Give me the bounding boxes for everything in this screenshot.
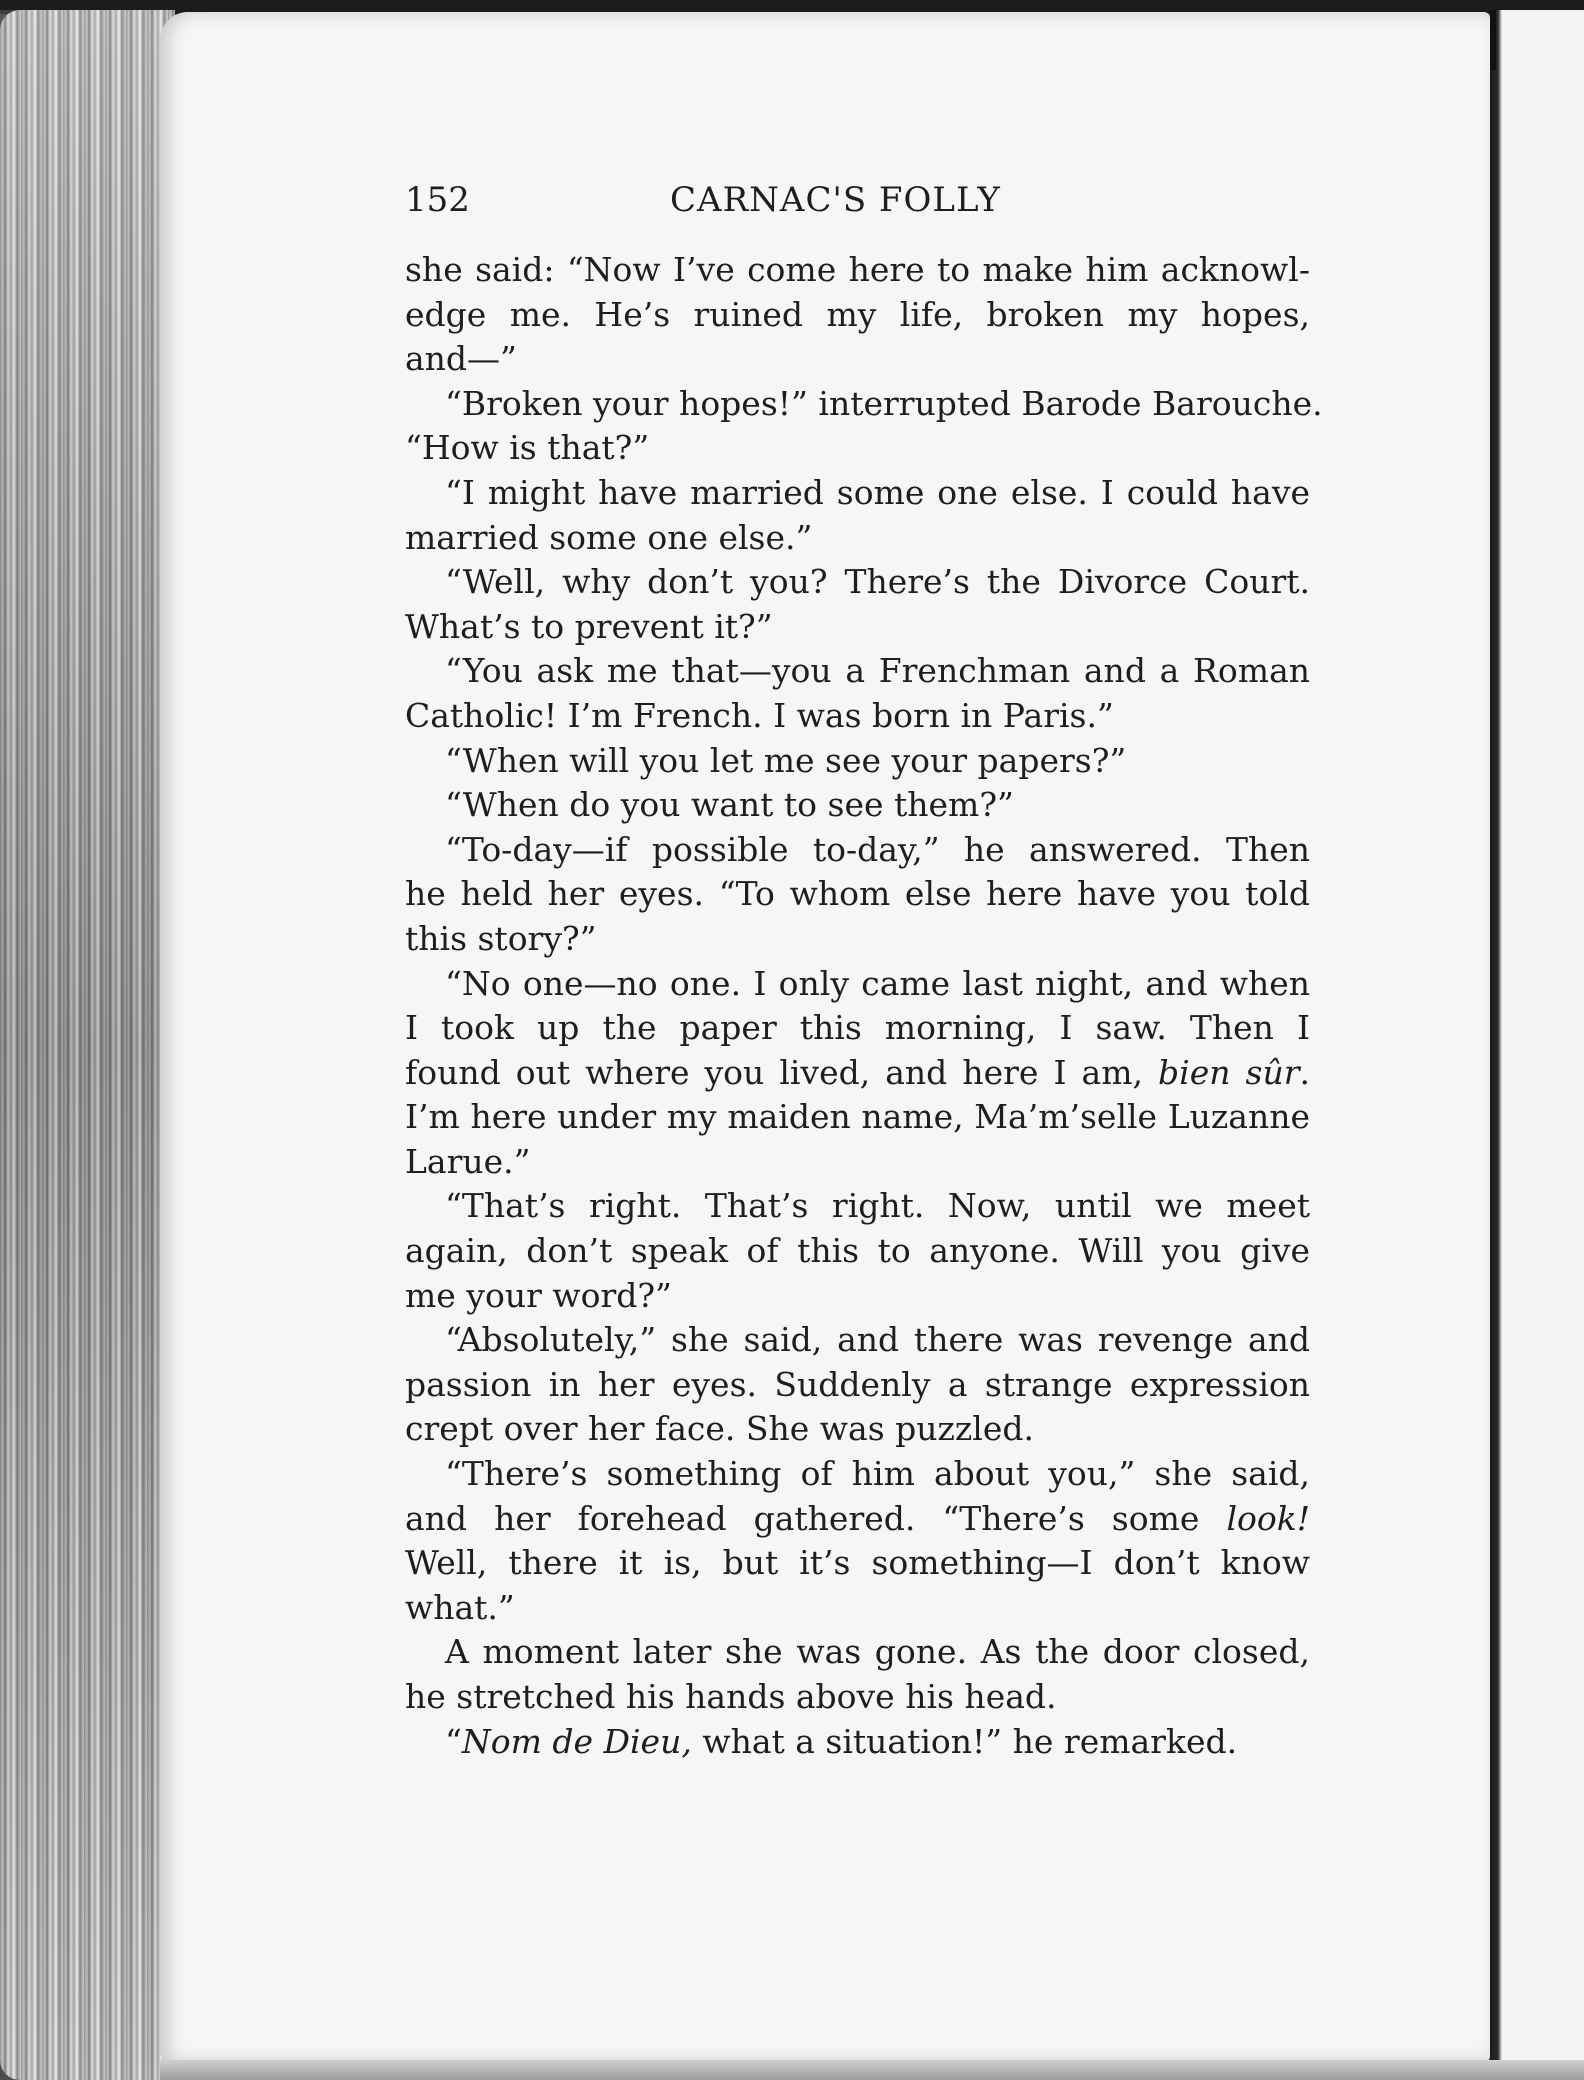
text-line: I’m here under my maiden name, Ma’m’selle Luzanne xyxy=(405,1097,1310,1137)
facing-page-gutter xyxy=(1490,10,1584,2080)
text-line: and—” xyxy=(405,339,517,379)
italic-phrase: Nom de Dieu, xyxy=(461,1721,692,1761)
text-line: what.” xyxy=(405,1587,515,1627)
text-line: she said: “Now I’ve come here to make him acknowl- xyxy=(405,250,1310,289)
page-text-block xyxy=(405,160,1323,1764)
text-line-segment: and her forehead gathered. “There’s some xyxy=(405,1498,1227,1538)
italic-phrase: look! xyxy=(1226,1498,1310,1538)
text-line-segment: what a situation!” he remarked. xyxy=(691,1721,1238,1761)
text-line xyxy=(405,1051,1310,1096)
text-line: “When do you want to see them?” xyxy=(445,785,1014,825)
text-line: Larue.” xyxy=(405,1141,531,1181)
text-line-segment: “ xyxy=(445,1721,462,1761)
text-line-segment: found out where you lived, and here I am, xyxy=(405,1052,1159,1092)
text-line: he held her eyes. “To whom else here have you told xyxy=(405,874,1310,914)
text-line: edge me. He’s ruined my life, broken my hopes, xyxy=(405,294,1310,334)
text-line: “When will you let me see your papers?” xyxy=(445,740,1127,780)
text-line: passion in her eyes. Suddenly a strange expression xyxy=(405,1364,1310,1404)
text-line: “That’s right. That’s right. Now, until we meet xyxy=(445,1186,1310,1226)
book-page-edges xyxy=(0,10,175,2080)
text-line: he stretched his hands above his head. xyxy=(405,1677,1057,1716)
text-line: married some one else.” xyxy=(405,517,813,557)
running-head xyxy=(405,160,1310,248)
italic-phrase: bien sûr xyxy=(1158,1052,1300,1092)
text-line: What’s to prevent it?” xyxy=(405,606,773,646)
text-line: Well, there it is, but it’s something—I don’t know xyxy=(405,1543,1310,1583)
text-line: “You ask me that—you a Frenchman and a Roman xyxy=(445,651,1310,691)
text-line: “I might have married some one else. I could have xyxy=(445,472,1310,512)
text-line: Catholic! I’m French. I was born in Paris.” xyxy=(405,695,1114,735)
text-line: this story?” xyxy=(405,918,597,958)
text-line: me your word?” xyxy=(405,1275,672,1315)
text-line: “There’s something of him about you,” she said, xyxy=(445,1454,1310,1494)
text-line: “How is that?” xyxy=(405,428,650,468)
text-line: “No one—no one. I only came last night, and when xyxy=(445,963,1310,1003)
scan-bottom-border xyxy=(160,2060,1584,2080)
text-line: crept over her face. She was puzzled. xyxy=(405,1409,1034,1449)
text-line xyxy=(405,1497,1310,1542)
text-line: “To-day—if possible to-day,” he answered. Then xyxy=(445,829,1310,869)
text-line: A moment later she was gone. As the door closed, xyxy=(445,1632,1310,1672)
text-line: “Broken your hopes!” interrupted Barode Barouche. xyxy=(445,383,1323,423)
text-line: “Absolutely,” she said, and there was revenge and xyxy=(445,1320,1310,1360)
body-text xyxy=(405,248,1323,1764)
text-line-segment: . xyxy=(1299,1052,1310,1092)
text-line: again, don’t speak of this to anyone. Will you give xyxy=(405,1231,1310,1271)
text-line: I took up the paper this morning, I saw. Then I xyxy=(405,1008,1310,1048)
text-line xyxy=(405,1720,1310,1765)
running-title: CARNAC'S FOLLY xyxy=(670,180,1001,220)
page-number: 152 xyxy=(405,180,470,220)
text-line: “Well, why don’t you? There’s the Divorce Court. xyxy=(445,562,1310,602)
